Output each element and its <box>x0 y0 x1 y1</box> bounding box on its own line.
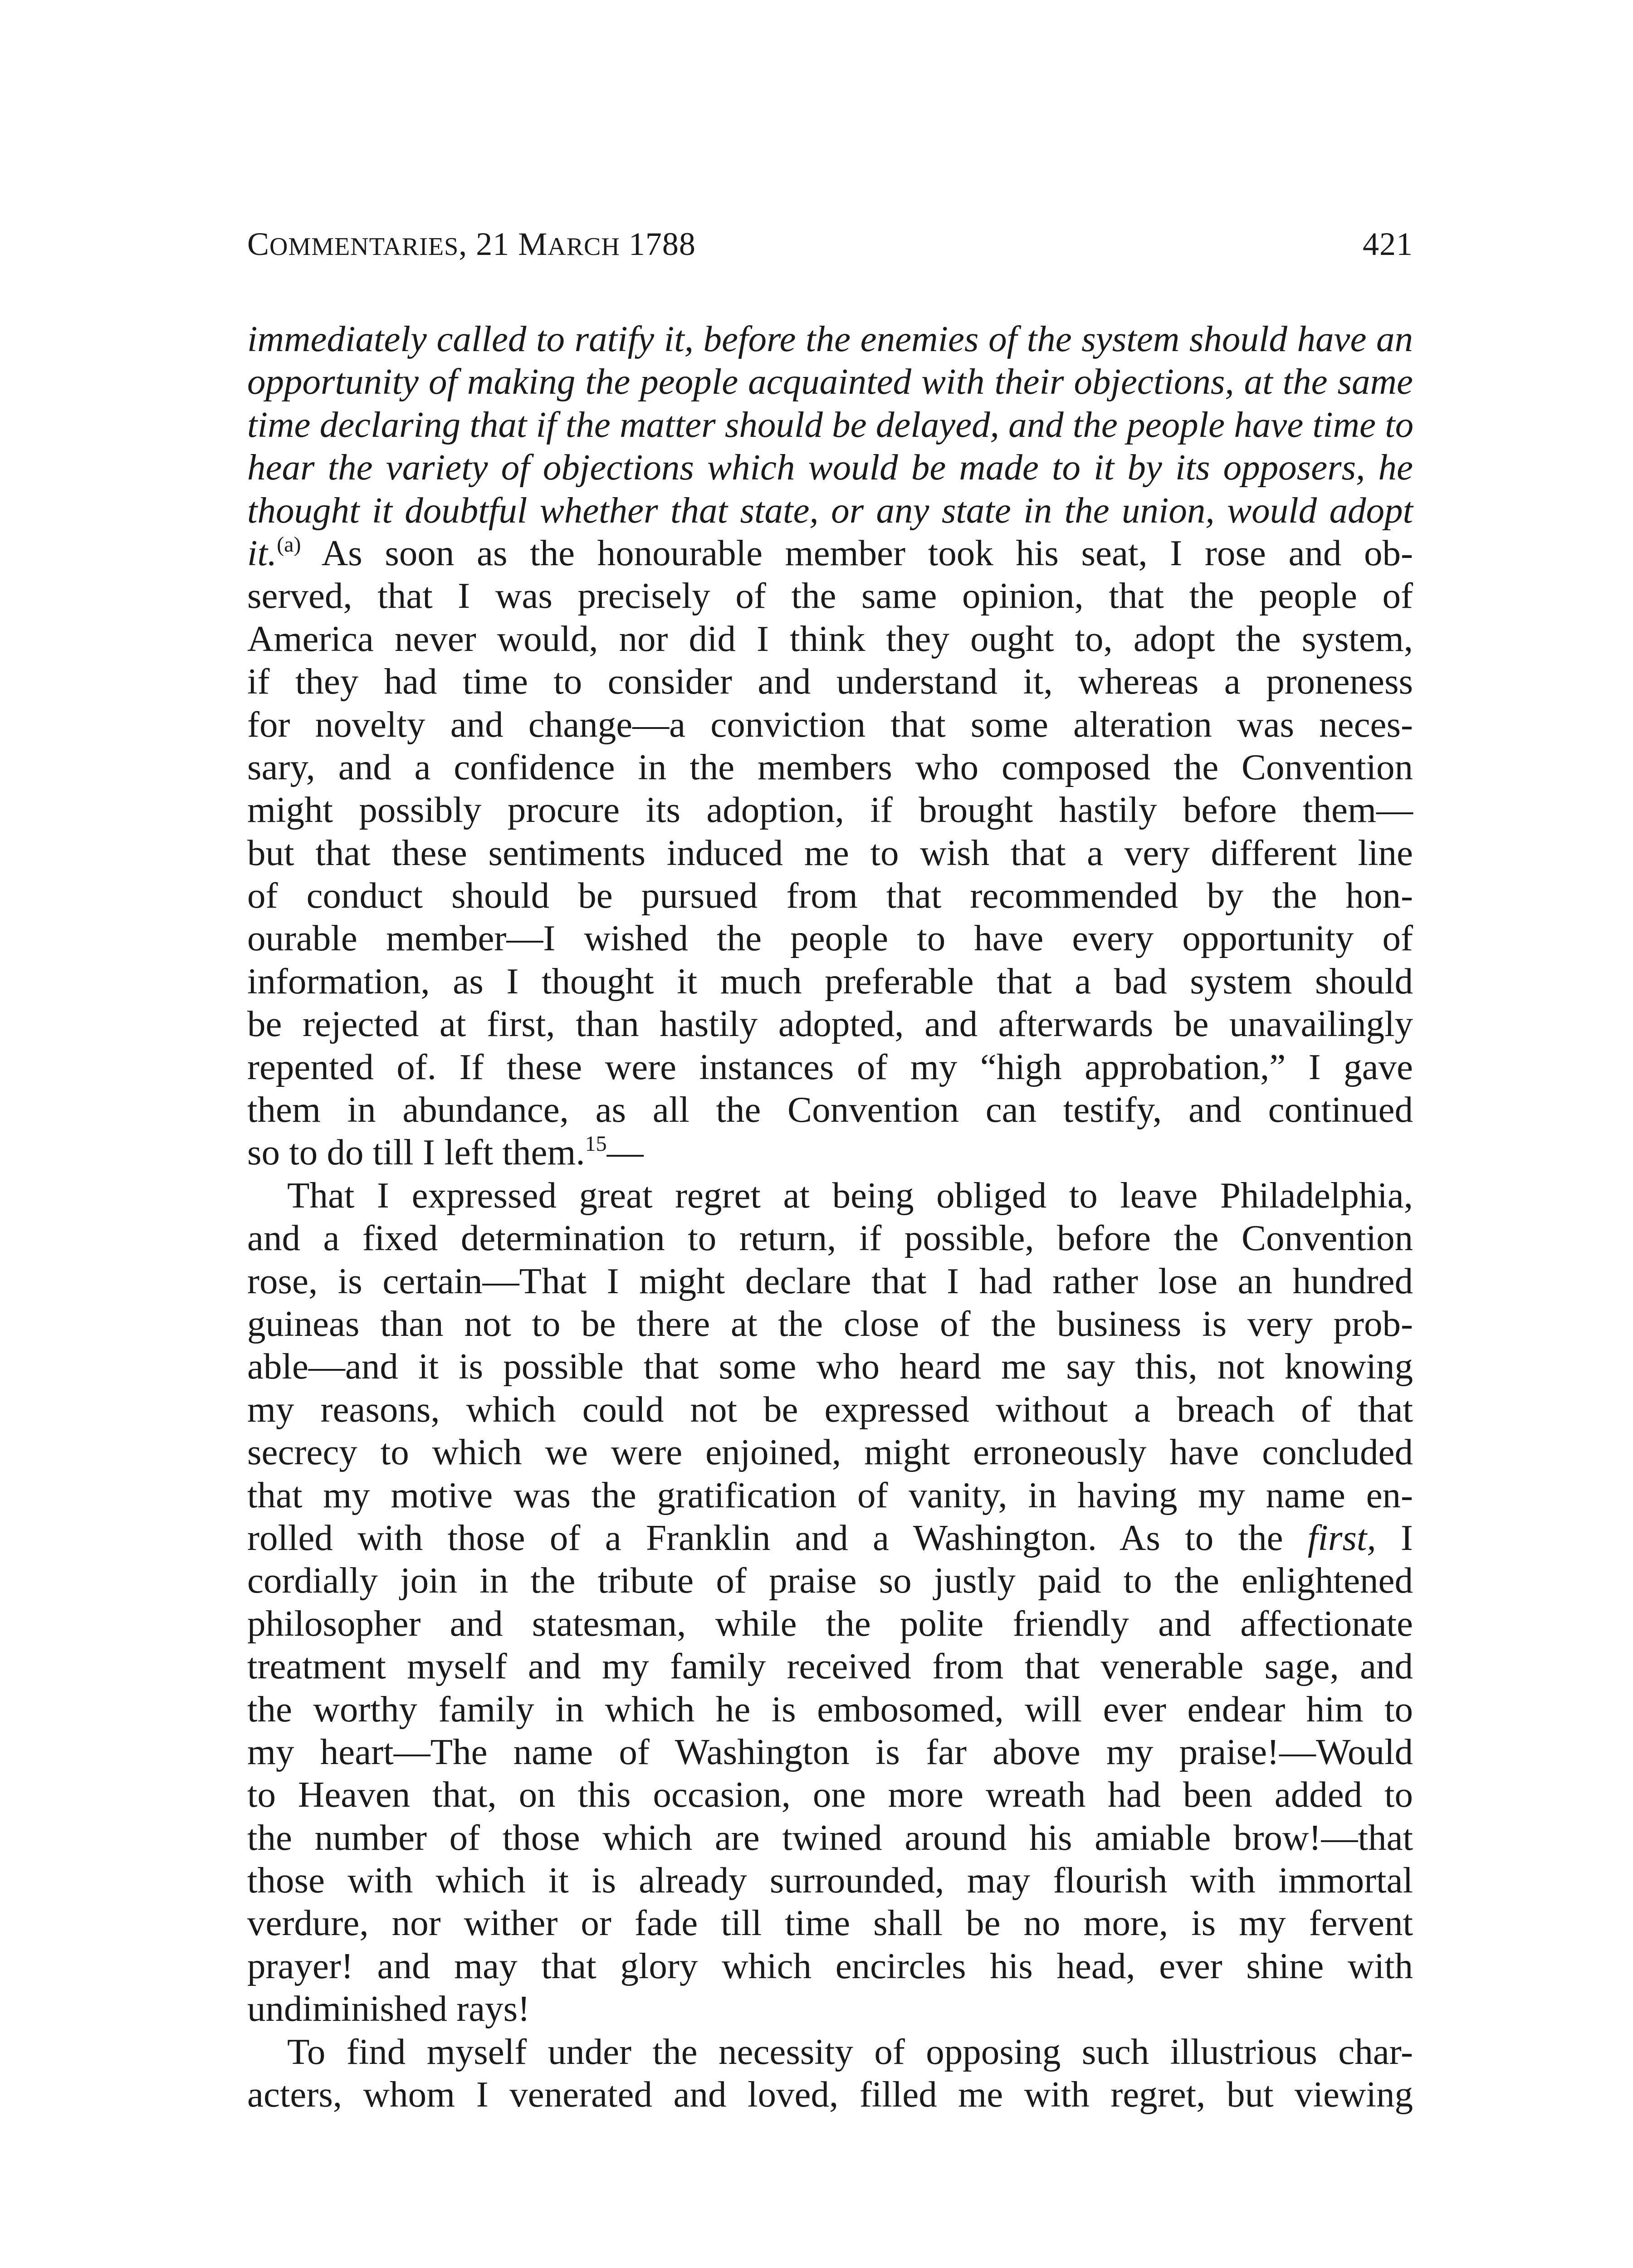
text-line: hear the variety of objections which would be made to it by its opposers, he <box>247 447 1413 488</box>
text-line: ourable member—I wished the people to have every opportunity of <box>247 918 1413 959</box>
line-text: As soon as the honourable member took his seat, I rose and ob- <box>301 532 1413 573</box>
text-line: opportunity of making the people acquainted with their objections, at the same <box>247 361 1413 402</box>
text-line: verdure, nor wither or fade till time shall be no more, is my fervent <box>247 1902 1413 1944</box>
text-line: cordially join in the tribute of praise so justly paid to the enlightened <box>247 1560 1413 1601</box>
line-text: I <box>1376 1517 1413 1558</box>
text-line: my reasons, which could not be expressed without a breach of that <box>247 1388 1413 1430</box>
line-text: — <box>606 1132 644 1173</box>
text-line: information, as I thought it much preferable that a bad system should <box>247 960 1413 1002</box>
text-line: secrecy to which we were enjoined, might erroneously have concluded <box>247 1432 1413 1473</box>
title-word1-initial: C <box>247 226 270 262</box>
text-line <box>247 1131 1413 1173</box>
text-line <box>247 532 1413 574</box>
text-line: To find myself under the necessity of opposing such illustrious char- <box>287 2031 1413 2072</box>
title-date-prefix: , 21 <box>459 226 518 262</box>
page-number: 421 <box>1363 226 1413 262</box>
text-line: but that these sentiments induced me to wish that a very different line <box>247 832 1413 873</box>
text-line: prayer! and may that glory which encircles his head, ever shine with <box>247 1945 1413 1986</box>
text-line: rose, is certain—That I might declare that I had rather lose an hundred <box>247 1260 1413 1301</box>
title-word1-rest: OMMENTARIES <box>269 233 459 261</box>
text-line: acters, whom I venerated and loved, filled me with regret, but viewing <box>247 2074 1413 2115</box>
footnote-ref-15: 15 <box>585 1132 607 1156</box>
text-line: undiminished rays! <box>247 1988 530 2029</box>
footnote-ref-a: (a) <box>277 532 301 557</box>
line-text: so to do till I left them. <box>247 1132 585 1173</box>
text-line: if they had time to consider and understand it, whereas a proneness <box>247 661 1413 702</box>
text-line: time declaring that if the matter should be delayed, and the people have time to <box>247 404 1414 445</box>
line-text: rolled with those of a Franklin and a Washington. As to the <box>247 1517 1308 1558</box>
text-line: the number of those which are twined around his amiable brow!—that <box>247 1817 1413 1858</box>
italic-text: it. <box>247 532 277 573</box>
text-line: philosopher and statesman, while the polite friendly and affectionate <box>247 1603 1413 1644</box>
text-line: and a fixed determination to return, if possible, before the Convention <box>247 1217 1413 1259</box>
text-line: to Heaven that, on this occasion, one more wreath had been added to <box>247 1774 1413 1815</box>
text-line: That I expressed great regret at being obliged to leave Philadelphia, <box>287 1174 1413 1216</box>
running-head-title <box>247 217 696 274</box>
italic-text: first, <box>1307 1517 1376 1558</box>
text-line: America never would, nor did I think they ought to, adopt the system, <box>247 618 1413 659</box>
text-line: guineas than not to be there at the close of the business is very prob- <box>247 1303 1413 1344</box>
text-line: of conduct should be pursued from that recommended by the hon- <box>247 875 1413 916</box>
body-text <box>247 318 1413 2116</box>
running-head <box>247 217 1413 271</box>
text-line: able—and it is possible that some who heard me say this, not knowing <box>247 1346 1413 1387</box>
text-line: my heart—The name of Washington is far above my praise!—Would <box>247 1731 1413 1772</box>
text-line: thought it doubtful whether that state, or any state in the union, would adopt <box>247 489 1413 531</box>
text-line: served, that I was precisely of the same opinion, that the people of <box>247 575 1413 616</box>
paragraph-1 <box>247 318 1413 1174</box>
paragraph-2 <box>247 1174 1413 2030</box>
text-line: them in abundance, as all the Convention can testify, and continued <box>247 1089 1413 1130</box>
title-year: 1788 <box>620 226 696 262</box>
text-line: might possibly procure its adoption, if brought hastily before them— <box>247 789 1413 831</box>
text-line: those with which it is already surrounded, may flourish with immortal <box>247 1860 1413 1901</box>
text-line: immediately called to ratify it, before the enemies of the system should have an <box>247 318 1413 359</box>
text-line: repented of. If these were instances of my “high approbation,” I gave <box>247 1046 1413 1087</box>
paragraph-3 <box>247 2030 1413 2116</box>
text-line: that my motive was the gratification of vanity, in having my name en- <box>247 1474 1413 1515</box>
title-word2-rest: ARCH <box>548 233 620 261</box>
text-line: sary, and a confidence in the members who composed the Convention <box>247 746 1413 787</box>
text-line: for novelty and change—a conviction that some alteration was neces- <box>247 704 1413 745</box>
text-line <box>247 1516 1413 1559</box>
title-word2-initial: M <box>518 226 548 262</box>
text-line: be rejected at first, than hastily adopted, and afterwards be unavailingly <box>247 1003 1413 1045</box>
text-line: the worthy family in which he is embosomed, will ever endear him to <box>247 1688 1413 1730</box>
text-line: treatment myself and my family received from that venerable sage, and <box>247 1646 1413 1687</box>
